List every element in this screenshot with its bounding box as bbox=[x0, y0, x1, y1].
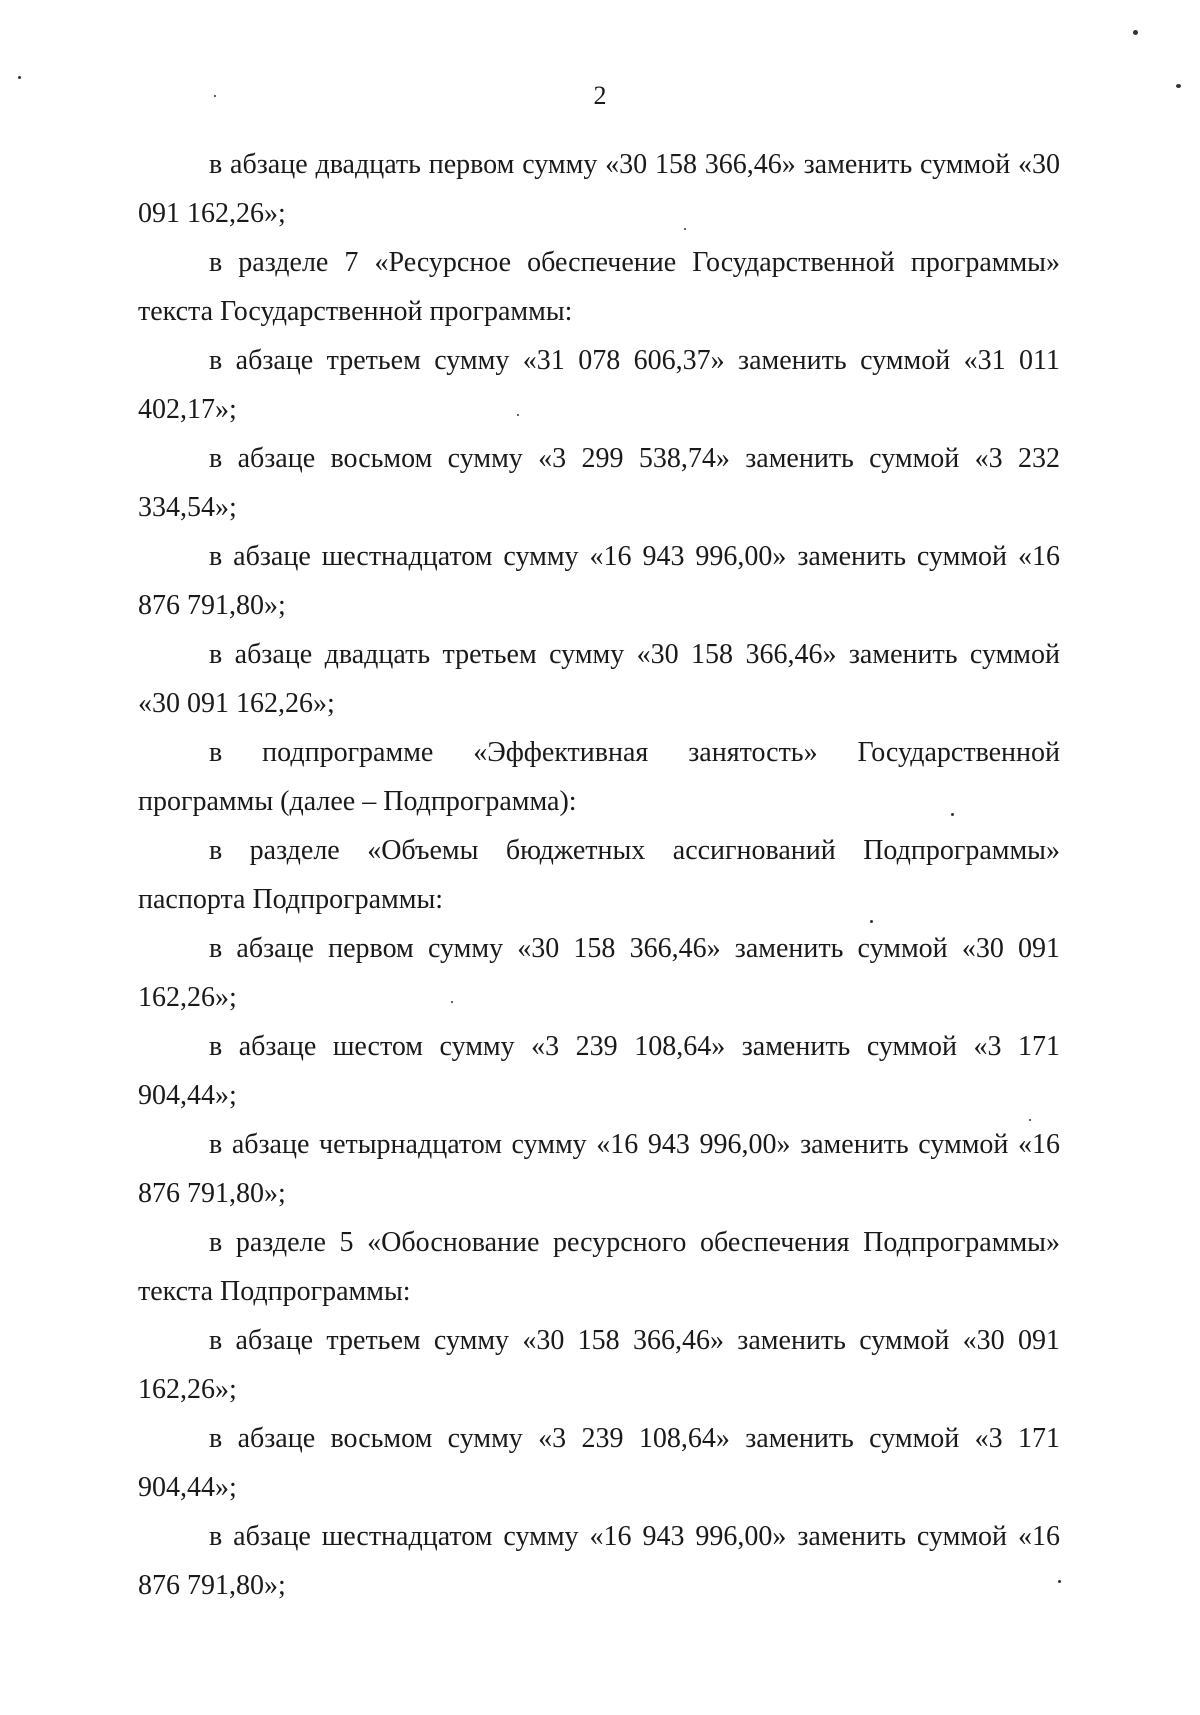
scan-speck bbox=[1133, 30, 1138, 35]
paragraph: в абзаце шестнадцатом сумму «16 943 996,00» заменить суммой «16 876 791,80»; bbox=[138, 1521, 1060, 1601]
paragraph: в абзаце четырнадцатом сумму «16 943 996,00» заменить суммой «16 876 791,80»; bbox=[138, 1129, 1060, 1209]
paragraph: в разделе 5 «Обоснование ресурсного обеспечения Подпрограммы» текста Подпрограммы: bbox=[138, 1227, 1060, 1307]
scan-speck bbox=[1029, 1119, 1031, 1121]
paragraph: в разделе «Объемы бюджетных ассигнований Подпрограммы» паспорта Подпрограммы: bbox=[138, 835, 1060, 915]
paragraph: в абзаце двадцать первом сумму «30 158 366,46» заменить суммой «30 091 162,26»; bbox=[138, 149, 1060, 229]
scan-speck bbox=[1058, 1580, 1061, 1583]
scan-speck bbox=[1176, 84, 1181, 88]
scan-speck bbox=[870, 920, 873, 923]
scan-speck bbox=[214, 95, 216, 97]
scan-speck bbox=[18, 76, 21, 79]
paragraph: в абзаце третьем сумму «31 078 606,37» заменить суммой «31 011 402,17»; bbox=[138, 345, 1060, 425]
paragraph: в разделе 7 «Ресурсное обеспечение Государственной программы» текста Государственной программы: bbox=[138, 247, 1060, 327]
paragraph: в абзаце шестом сумму «3 239 108,64» заменить суммой «3 171 904,44»; bbox=[138, 1031, 1060, 1111]
paragraph: в абзаце восьмом сумму «3 239 108,64» заменить суммой «3 171 904,44»; bbox=[138, 1423, 1060, 1503]
paragraph: в абзаце восьмом сумму «3 299 538,74» заменить суммой «3 232 334,54»; bbox=[138, 443, 1060, 523]
paragraph: в абзаце шестнадцатом сумму «16 943 996,00» заменить суммой «16 876 791,80»; bbox=[138, 541, 1060, 621]
paragraph: в абзаце двадцать третьем сумму «30 158 366,46» заменить суммой «30 091 162,26»; bbox=[138, 639, 1060, 719]
scan-speck bbox=[517, 414, 519, 416]
page-number: 2 bbox=[593, 81, 607, 110]
document-body bbox=[138, 140, 1060, 1610]
scan-speck bbox=[684, 228, 686, 230]
scan-speck bbox=[951, 813, 954, 816]
paragraph: в подпрограмме «Эффективная занятость» Государственной программы (далее – Подпрограмма): bbox=[138, 737, 1060, 817]
scan-speck bbox=[451, 1001, 453, 1003]
paragraph: в абзаце третьем сумму «30 158 366,46» заменить суммой «30 091 162,26»; bbox=[138, 1325, 1060, 1405]
paragraph: в абзаце первом сумму «30 158 366,46» заменить суммой «30 091 162,26»; bbox=[138, 933, 1060, 1013]
